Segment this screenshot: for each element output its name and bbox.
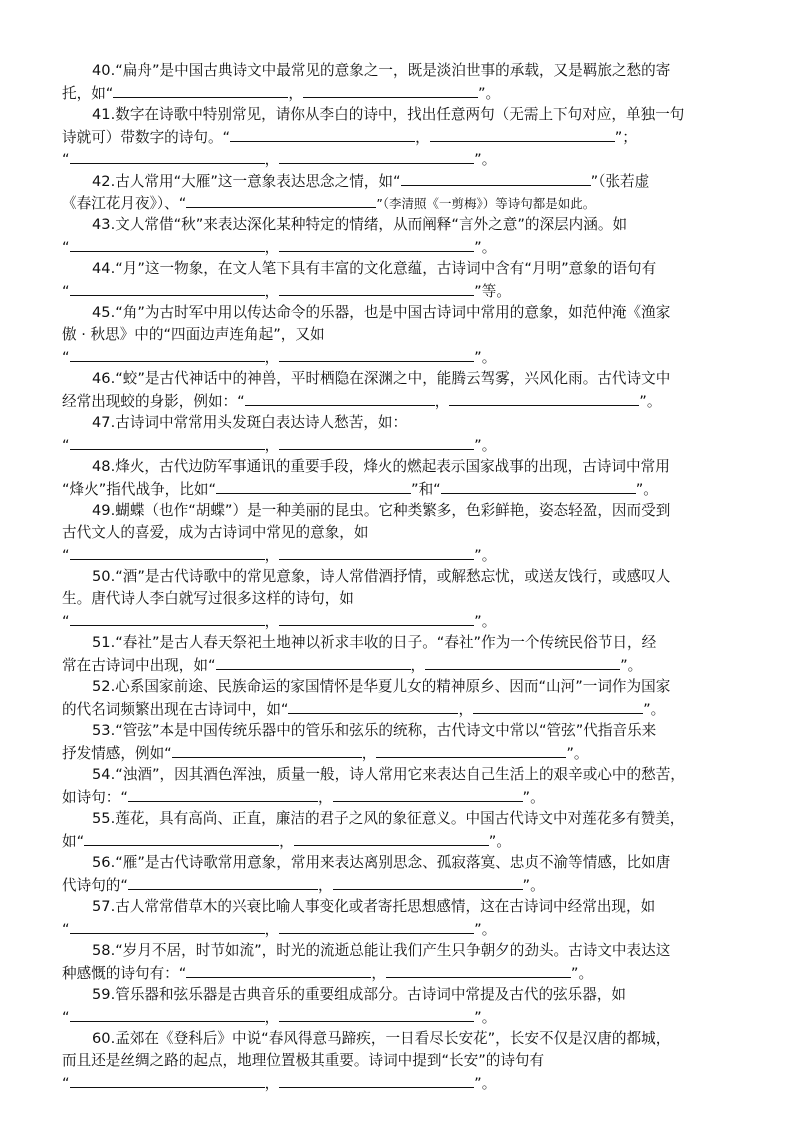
answer-blank[interactable]: [279, 148, 474, 164]
question-50-line-3: “ ， ”。: [62, 610, 734, 632]
question-48-line-2: “烽火”指代战争，比如“ ”和“ ”。: [62, 478, 734, 500]
answer-blank[interactable]: [279, 1006, 474, 1022]
answer-blank[interactable]: [70, 148, 265, 164]
question-42-line-1: 42.古人常用“大雁”这一意象表达思念之情，如“ ”（张若虚: [92, 170, 734, 192]
answer-blank[interactable]: [216, 654, 411, 670]
question-60-line-2: 而且还是丝绸之路的起点，地理位置极其重要。诗词中提到“长安”的诗句有: [62, 1052, 545, 1069]
answer-blank[interactable]: [441, 478, 636, 494]
answer-blank[interactable]: [376, 742, 566, 758]
answer-blank[interactable]: [473, 698, 643, 714]
answer-blank[interactable]: [84, 830, 279, 846]
answer-blank[interactable]: [113, 82, 288, 98]
question-41-line-1: 41.数字在诗歌中特别常见，请你从李白的诗中，找出任意两句（无需上下句对应，单独一句: [92, 106, 685, 123]
answer-blank[interactable]: [70, 434, 265, 450]
answer-blank[interactable]: [279, 346, 474, 362]
answer-blank[interactable]: [230, 126, 415, 142]
question-49-line-3: “ ， ”。: [62, 544, 734, 566]
answer-blank[interactable]: [279, 544, 474, 560]
question-49-line-2: 古代文人的喜爱，成为古诗词中常见的意象，如: [62, 524, 369, 541]
answer-blank[interactable]: [70, 610, 265, 626]
question-59-line-2: “ ， ”。: [62, 1006, 734, 1028]
question-45-line-2: 傲 · 秋思》中的“四面边声连角起”，又如: [62, 326, 325, 343]
answer-blank[interactable]: [172, 742, 362, 758]
question-49-line-1: 49.蝴蝶（也作“胡蝶”）是一种美丽的昆虫。它种类繁多，色彩鲜艳，姿态轻盈，因而受到: [92, 502, 671, 519]
question-52-line-1: 52.心系国家前途、民族命运的家国情怀是华夏儿女的精神原乡、因而“山河”一词作为国家: [92, 678, 671, 695]
answer-blank[interactable]: [288, 698, 458, 714]
question-40-line-1: 40.“扁舟”是中国古典诗文中最常见的意象之一，既是淡泊世事的承载，又是羁旅之愁的寄: [92, 62, 671, 79]
question-46-line-2: 经常出现蛟的身影，例如：“ ， ”。: [62, 390, 734, 412]
question-53-line-2: 抒发情感，例如“ ， ”。: [62, 742, 734, 764]
answer-blank[interactable]: [216, 478, 411, 494]
question-57-line-2: “ ， ”。: [62, 918, 734, 940]
question-45-line-3: “ ， ”。: [62, 346, 734, 368]
answer-blank[interactable]: [401, 170, 591, 186]
question-48-line-1: 48.烽火，古代边防军事通讯的重要手段，烽火的燃起表示国家战事的出现，古诗词中常用: [92, 458, 670, 475]
question-57-line-1: 57.古人常常借草木的兴衰比喻人事变化或者寄托思想感情，这在古诗词中经常出现，如: [92, 898, 656, 915]
answer-blank[interactable]: [70, 918, 265, 934]
question-52-line-2: 的代名词频繁出现在古诗词中，如“ ， ”。: [62, 698, 734, 720]
question-51-line-1: 51.“春社”是古人春天祭祀土地神以祈求丰收的日子。“春社”作为一个传统民俗节日，经: [92, 634, 657, 651]
question-46-line-1: 46.“蛟”是古代神话中的神兽，平时栖隐在深渊之中，能腾云驾雾，兴风化雨。古代诗文中: [92, 370, 671, 387]
answer-blank[interactable]: [128, 786, 318, 802]
question-60-line-1: 60.孟郊在《登科后》中说“春风得意马蹄疾，一日看尽长安花”，长安不仅是汉唐的都城，: [92, 1030, 671, 1047]
answer-blank[interactable]: [279, 918, 474, 934]
question-58-line-2: 种感慨的诗句有：“ ， ”。: [62, 962, 734, 984]
answer-blank[interactable]: [70, 236, 265, 252]
question-56-line-1: 56.“雁”是古代诗歌常用意象，常用来表达离别思念、孤寂落寞、忠贞不渝等情感，比如唐: [92, 854, 671, 871]
answer-blank[interactable]: [70, 1006, 265, 1022]
answer-blank[interactable]: [279, 434, 474, 450]
answer-blank[interactable]: [386, 962, 571, 978]
question-54-line-1: 54.“浊酒”，因其酒色浑浊，质量一般，诗人常用它来表达自己生活上的艰辛或心中的愁苦，: [92, 766, 685, 783]
question-45-line-1: 45.“角”为古时军中用以传达命令的乐器，也是中国古诗词中常用的意象，如范仲淹《渔家: [92, 304, 671, 321]
answer-blank[interactable]: [245, 390, 435, 406]
question-56-line-2: 代诗句的“ ， ”。: [62, 874, 734, 896]
answer-blank[interactable]: [430, 126, 615, 142]
answer-blank[interactable]: [303, 82, 478, 98]
answer-blank[interactable]: [186, 962, 371, 978]
question-43-line-1: 43.文人常借“秋”来表达深化某种特定的情绪，从而阐释“言外之意”的深层内涵。如: [92, 216, 628, 233]
answer-blank[interactable]: [279, 1072, 474, 1088]
answer-blank[interactable]: [70, 1072, 265, 1088]
question-44-line-1: 44.“月”这一物象，在文人笔下具有丰富的文化意蕴，古诗词中含有“月明”意象的语句有: [92, 260, 657, 277]
question-41-line-2: 诗就可）带数字的诗句。“ ， ”；: [62, 126, 734, 148]
question-41-line-3: “ ， ”。: [62, 148, 734, 170]
question-51-line-2: 常在古诗词中出现，如“ ， ”。: [62, 654, 734, 676]
answer-blank[interactable]: [279, 610, 474, 626]
question-60-line-3: “ ， ”。: [62, 1072, 734, 1094]
question-43-line-2: “ ， ”。: [62, 236, 734, 258]
question-55-line-1: 55.莲花，具有高尚、正直，廉洁的君子之风的象征意义。中国古代诗文中对莲花多有赞美，: [92, 810, 685, 827]
answer-blank[interactable]: [128, 874, 318, 890]
answer-blank[interactable]: [279, 236, 474, 252]
question-55-line-2: 如“ ， ”。: [62, 830, 734, 852]
question-44-line-2: “ ， ”等。: [62, 280, 734, 302]
answer-blank[interactable]: [449, 390, 639, 406]
question-53-line-1: 53.“管弦”本是中国传统乐器中的管乐和弦乐的统称，古代诗文中常以“管弦”代指音乐来: [92, 722, 657, 739]
question-59-line-1: 59.管乐器和弦乐器是古典音乐的重要组成部分。古诗词中常提及古代的弦乐器，如: [92, 986, 627, 1003]
question-42-line-2: 《春江花月夜》）、“ ”（李清照《一剪梅》）等诗句都是如此。: [62, 192, 734, 214]
question-50-line-1: 50.“酒”是古代诗歌中的常见意象，诗人常借酒抒情，或解愁忘忧，或送友饯行，或感叹人: [92, 568, 671, 585]
question-40-line-2: 托，如“ ， ”。: [62, 82, 734, 104]
answer-blank[interactable]: [70, 544, 265, 560]
answer-blank[interactable]: [333, 874, 523, 890]
question-58-line-1: 58.“岁月不居，时节如流”，时光的流逝总能让我们产生只争朝夕的劲头。古诗文中表达这: [92, 942, 671, 959]
answer-blank[interactable]: [279, 280, 474, 296]
answer-blank[interactable]: [333, 786, 523, 802]
answer-blank[interactable]: [70, 346, 265, 362]
question-47-line-1: 47.古诗词中常常用头发斑白表达诗人愁苦，如：: [92, 414, 408, 431]
answer-blank[interactable]: [186, 192, 376, 208]
answer-blank[interactable]: [425, 654, 620, 670]
question-54-line-2: 如诗句：“ ， ”。: [62, 786, 734, 808]
answer-blank[interactable]: [70, 280, 265, 296]
question-47-line-2: “ ， ”。: [62, 434, 734, 456]
answer-blank[interactable]: [294, 830, 489, 846]
question-50-line-2: 生。唐代诗人李白就写过很多这样的诗句，如: [62, 590, 354, 607]
